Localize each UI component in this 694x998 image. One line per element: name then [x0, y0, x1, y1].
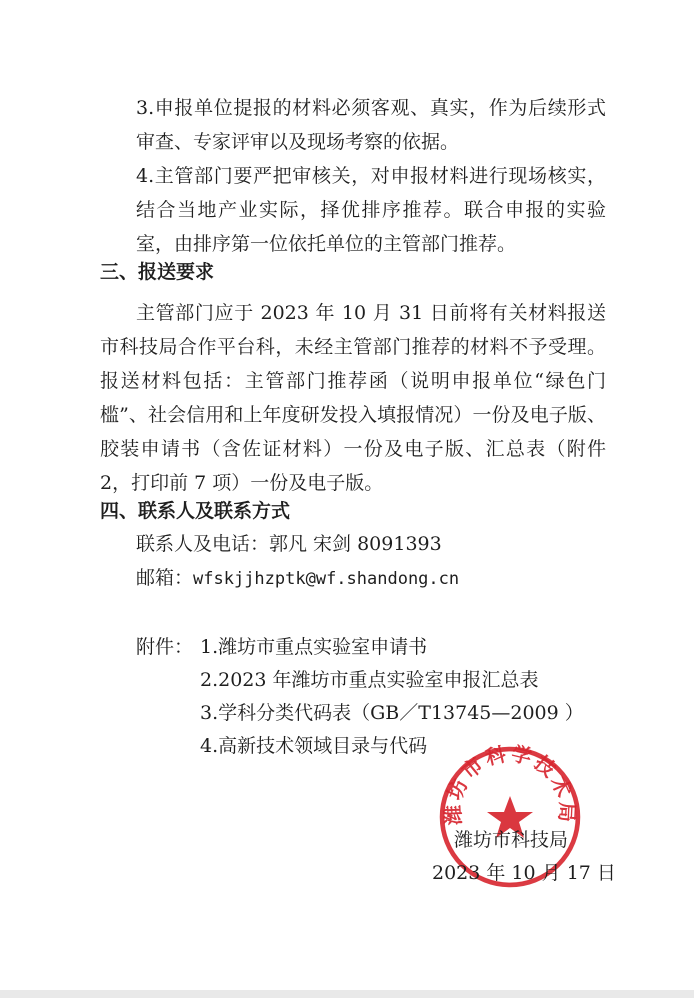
section-heading-3: 三、报送要求 — [100, 261, 215, 283]
paragraph-item-4 — [136, 159, 606, 261]
paragraph-item-3 — [136, 91, 606, 159]
attachment-item-3: 3.学科分类代码表（GB／T13745—2009 ） — [200, 702, 584, 724]
email-line — [136, 565, 459, 592]
email-label: 邮箱： — [136, 567, 194, 589]
email-value: wfskjjhzptk@wf.shandong.cn — [193, 569, 460, 589]
page-bottom-edge — [0, 990, 694, 998]
attachment-item-2: 2.2023 年潍坊市重点实验室申报汇总表 — [200, 669, 539, 691]
section-heading-4: 四、联系人及联系方式 — [100, 500, 291, 522]
issue-date: 2023 年 10 月 17 日 — [432, 862, 616, 884]
paragraph-text: 4.主管部门要严把审核关，对申报材料进行现场核实，结合当地产业实际，择优排序推荐。联合申报的实验室，由排序第一位依托单位的主管部门推荐。 — [136, 165, 606, 255]
issuer-name: 潍坊市科技局 — [454, 829, 569, 851]
contact-label: 联系人及电话： — [136, 533, 270, 555]
paragraph-text: 主管部门应于 2023 年 10 月 31 日前将有关材料报送市科技局合作平台科，未经主管部门推荐的材料不予受理。报送材料包括：主管部门推荐函（说明申报单位“绿色门槛”、社会信用和上年度研发投入填报情况）一份及电子版、胶装申请书（含佐证材料）一份及电子版、汇总表（附件 2，打印前 7 项）一份及电子版。 — [100, 302, 606, 494]
attachment-item-1: 1.潍坊市重点实验室申请书 — [200, 636, 428, 658]
contact-line — [136, 531, 442, 557]
attachment-item-4: 4.高新技术领域目录与代码 — [200, 735, 428, 757]
seal-text: 潍坊市科学技术局 — [440, 742, 580, 826]
submission-requirements-paragraph — [100, 296, 606, 500]
contact-value: 郭凡 宋剑 8091393 — [269, 533, 442, 555]
paragraph-text: 3.申报单位提报的材料必须客观、真实，作为后续形式审查、专家评审以及现场考察的依据。 — [136, 97, 606, 153]
attachments-label: 附件： — [136, 636, 194, 658]
